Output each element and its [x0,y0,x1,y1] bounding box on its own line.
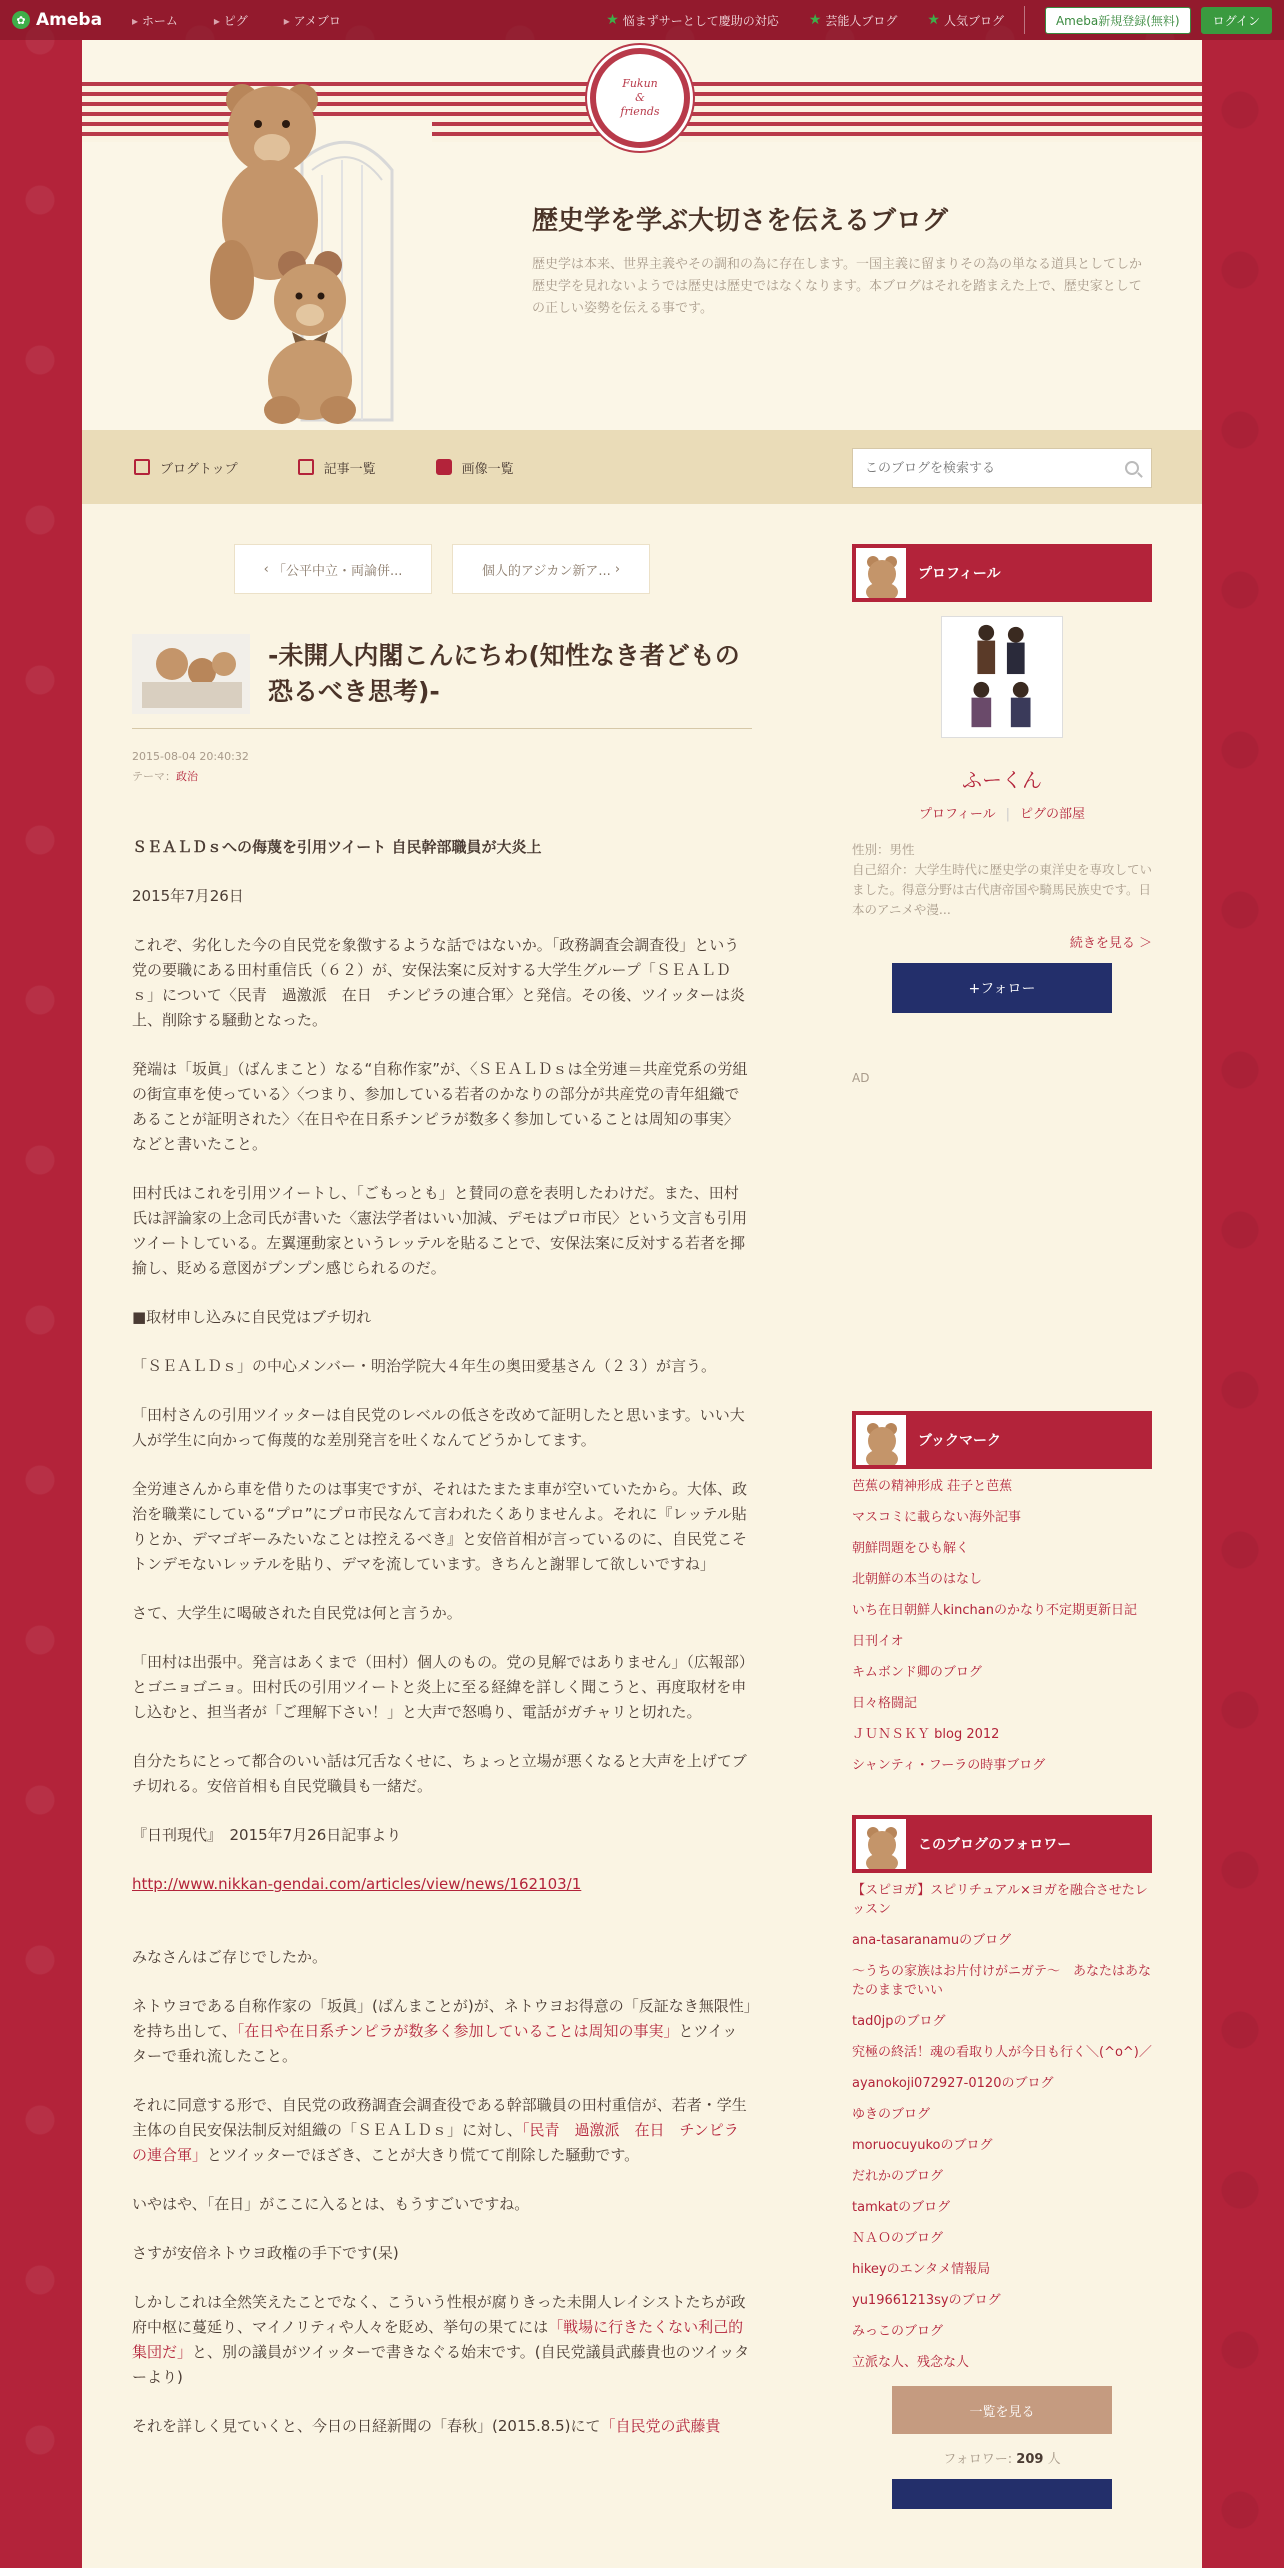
entry-paragraph: みなさんはご存じでしたか。 [132,1948,328,1966]
entry-paragraph: しかしこれは全然笑えたことでなく、こういう性根が腐りきった未開人レイシストたちが政府中枢に蔓延り、マイノリティや人々を貶め、挙句の果てには「戦場に行きたくない利己的集団だ」と、別の議員がツイッターで書きなぐる始末です。(自民党議員武藤貴也のツイッターより) [132,2293,750,2386]
search-icon[interactable] [1125,461,1139,475]
follower-item[interactable]: yu19661213syのブログ [852,2293,1001,2308]
entry-paragraph: 「田村さんの引用ツイッターは自民党のレベルの低さを改めて証明したと思います。いい大人が学生に向かって侮蔑的な差別発言を吐くなんてどうかしてます。 [132,1406,745,1449]
blog-search [852,448,1152,488]
bookmark-item[interactable]: 北朝鮮の本当のはなし [852,1572,983,1587]
entry-paragraph: ■取材申し込みに自民党はブチ切れ [132,1308,372,1326]
ameba-top-bar [0,0,1284,40]
profile-more-link[interactable]: 続きを見る ＞ [1069,936,1152,951]
profile-avatar[interactable] [941,616,1063,738]
bookmark-item[interactable]: シャンティ・フーラの時事ブログ [852,1758,1046,1773]
bookmark-list [852,1469,1152,1775]
chevron-left-icon: ‹ [263,561,273,577]
profile-name[interactable]: ふーくん [962,768,1042,792]
entry-body [132,835,752,2439]
top-link-home[interactable]: ▸ ホーム [132,12,178,29]
follow-button-bottom[interactable] [892,2479,1112,2509]
profile-section [852,544,1152,1371]
follower-item[interactable]: hikeyのエンタメ情報局 [852,2262,991,2277]
entry-theme-link[interactable]: 政治 [176,770,198,783]
nav-image-list[interactable]: 画像一覧 [436,458,514,477]
bookmark-item[interactable]: ＪＵＮＳＫＹ blog 2012 [852,1727,1000,1742]
entry-paragraph: ＳＥＡＬＤｓへの侮蔑を引用ツイート 自民幹部職員が大炎上 [132,838,542,856]
top-right-link-popular[interactable]: ★ 人気ブログ [927,12,1004,28]
profile-body [852,602,1152,1013]
profile-header: プロフィール [852,544,1152,602]
entry-date: 2015-08-04 20:40:32 [132,750,249,763]
entry-meta [132,747,752,787]
fukun-friends-emblem: Fukun & friends [590,48,690,148]
entry-thumbnail[interactable] [132,634,250,714]
entry-pager [132,544,752,594]
follower-item[interactable]: ayanokoji072927-0120のブログ [852,2076,1054,2091]
profile-intro: 自己紹介：大学生時代に歴史学の東洋史を専攻していました。得意分野は古代唐帝国や騎馬民族史です。日本のアニメや漫... [852,862,1153,917]
entry-paragraph: 自分たちにとって都合のいい話は冗舌なくせに、ちょっと立場が悪くなると大声を上げてブチ切れる。安倍首相も自民党職員も一緒だ。 [132,1752,747,1795]
top-link-ameblo[interactable]: ▸ アメブロ [284,12,341,29]
see-all-followers-button[interactable]: 一覧を見る [892,2386,1112,2434]
blog-search-input[interactable] [865,461,1125,476]
entry-paragraph: 2015年7月26日 [132,887,244,905]
entry-paragraph: ネトウヨである自称作家の「坂眞」(ばんまことが)が、ネトウヨお得意の「反証なき無限性」を持ち出して、「在日や在日系チンピラが数多く参加していることは周知の事実」とツイッターで垂れ流したこと。 [132,1997,752,2065]
bookmark-item[interactable]: 日々格闘記 [852,1696,918,1711]
follow-button[interactable]: +フォロー [892,963,1112,1013]
follower-item[interactable]: みっこのブログ [852,2324,944,2339]
follower-item[interactable]: tad0jpのブログ [852,2014,946,2029]
document-icon [134,459,150,475]
bear-avatar-icon [856,548,906,598]
ameba-logo-icon: ✿ [12,11,30,29]
top-links [132,12,341,29]
entry-theme: テーマ：政治 [132,770,198,783]
profile-link[interactable]: プロフィール [918,807,996,822]
profile-gender: 性別：男性 [852,842,915,857]
entry-paragraph: さすが安倍ネトウヨ政権の手下です(呆) [132,2244,399,2262]
follower-item[interactable]: ana-tasaranamuのブログ [852,1933,1012,1948]
star-icon: ★ [927,12,940,28]
entry-paragraph: 『日刊現代』 2015年7月26日記事より [132,1826,402,1844]
entry-paragraph: 「田村は出張中。発言はあくまで（田村）個人のもの。党の見解ではありません」（広報部）とゴニョゴニョ。田村氏の引用ツイートと炎上に至る経緯を詳しく聞こうと、再度取材を申し込むと、担当者が「ご理解下さい！」と大声で怒鳴り、電話がガチャリと切れた。 [132,1653,747,1721]
main-area [82,504,1202,2568]
blog-description: 歴史学は本来、世界主義やその調和の為に存在します。一国主義に留まりその為の単なる道具としてしか歴史学を見れないようでは歴史は歴史ではなくなります。本ブログはそれを踏まえた上で、歴史家としての正しい姿勢を伝える事です。 [532,257,1142,316]
follower-item[interactable]: だれかのブログ [852,2169,944,2184]
follower-item[interactable]: ～うちの家族はお片付けがニガテ～ あなたはあなたのままでいい [852,1964,1152,1998]
followers-list [852,1873,1152,2372]
follower-item[interactable]: 究極の終活！魂の看取り人が今日も行く＼(^o^)／ [852,2045,1152,2060]
chevron-right-icon: › [610,561,621,577]
follower-item[interactable]: ゆきのブログ [852,2107,931,2122]
login-button[interactable]: ログイン [1201,7,1272,34]
top-right [586,6,1272,34]
prev-entry-link[interactable]: ‹ 「公平中立・両論併... [234,544,432,594]
profile-info [852,840,1152,920]
bookmark-item[interactable]: 日刊イオ [852,1634,904,1649]
ad-label: AD [852,1071,870,1085]
teddy-bear-illustration [152,60,432,430]
register-button[interactable]: Ameba新規登録(無料) [1045,7,1191,34]
entry-header [132,634,752,729]
follower-item[interactable]: 立派な人、残念な人 [852,2355,970,2370]
top-link-pigg[interactable]: ▸ ピグ [214,12,248,29]
profile-links: プロフィール | ピグの部屋 [918,807,1086,822]
bookmark-section [852,1411,1152,1775]
source-article-link[interactable]: http://www.nikkan-gendai.com/articles/view/news/162103/1 [132,1875,582,1893]
star-icon: ★ [606,12,619,28]
copy-icon [298,459,314,475]
entry-paragraph: それに同意する形で、自民党の政務調査会調査役である幹部職員の田村重信が、若者・学生主体の自民安保法制反対組織の「ＳＥＡＬＤｓ」に対し、「民青 過激派 在日 チンピラの連合軍」とツイッターでほざき、ことが大きり慌てて削除した騒動です。 [132,2096,747,2164]
entry-paragraph: 田村氏はこれを引用ツイートし、「ごもっとも」と賛同の意を表明したわけだ。また、田村氏は評論家の上念司氏が書いた〈憲法学者はいい加減、デモはプロ市民〉という文言も引用ツイートしている。左翼運動家というレッテルを貼ることで、安保法案に反対する若者を揶揄し、貶める意図がプンプン感じられるのだ。 [132,1184,748,1277]
entry-paragraph: これぞ、劣化した今の自民党を象徴するような話ではないか。「政務調査会調査役」という党の要職にある田村重信氏（６２）が、安保法案に反対する大学生グループ「ＳＥＡＬＤｓ」について〈民青 過激派 在日 チンピラの連合軍〉と発信。その後、ツイッターは炎上、削除する騒動となった。 [132,936,745,1029]
blog-header [82,40,1202,430]
entry-paragraph: 全労連さんから車を借りたのは事実ですが、それはたまたま車が空いていたから。大体、政治を職業にしている“プロ”にプロ市民なんて言われたくありませんよ。それに『レッテル貼りとか、デマゴギーみたいなことは控えるべき』と安倍首相が言っているのに、自民党こそトンデモないレッテルを貼り、デマを流しています。きちんと謝罪して欲しいですね」 [132,1480,748,1573]
bear-avatar-icon [856,1415,906,1465]
top-right-link-1[interactable]: ★ 悩まずサーとして慶助の対応 [606,12,779,28]
bookmark-item[interactable]: キムボンド卿のブログ [852,1665,982,1680]
follower-item[interactable]: ＮＡＯのブログ [852,2231,944,2246]
blog-nav [82,430,1202,504]
bookmark-header: ブックマーク [852,1411,1152,1469]
bookmark-item[interactable]: 朝鮮問題をひも解く [852,1541,970,1556]
follower-item[interactable]: 【スピヨガ】スピリチュアル×ヨガを融合させたレッスン [852,1883,1148,1917]
nav-blog-top[interactable]: ブログトップ [134,458,238,477]
bookmark-item[interactable]: 芭蕉の精神形成 荘子と芭蕉 [852,1479,1013,1494]
blog-container [82,40,1202,2568]
entry-content [132,544,752,2463]
nav-entry-list[interactable]: 記事一覧 [298,458,376,477]
entry-paragraph: 「ＳＥＡＬＤｓ」の中心メンバー・明治学院大４年生の奥田愛基さん（２３）が言う。 [132,1357,716,1375]
camera-icon [436,459,452,475]
sidebar [852,544,1152,2549]
next-entry-link[interactable]: 個人的アジカン新ア... › [452,544,650,594]
pigg-room-link[interactable]: ピグの部屋 [1020,807,1086,822]
follower-count: フォロワー: 209 人 [943,2452,1061,2467]
bookmark-item[interactable]: いち在日朝鮮人kinchanのかなり不定期更新日記 [852,1603,1137,1618]
ameba-logo[interactable] [12,10,102,30]
entry-paragraph: それを詳しく見ていくと、今日の日経新聞の「春秋」(2015.8.5)にて「自民党の武藤貴 [132,2417,721,2435]
star-icon: ★ [808,12,822,28]
ameba-logo-text: Ameba [36,10,103,30]
followers-header: このブログのフォロワー [852,1815,1152,1873]
entry-paragraph: さて、大学生に喝破された自民党は何と言うか。 [132,1604,462,1622]
entry-paragraph: いやはや、「在日」がここに入るとは、もうすごいですね。 [132,2195,530,2213]
followers-section [852,1815,1152,2509]
follower-item[interactable]: moruocuyukoのブログ [852,2138,993,2153]
entry-paragraph: 発端は「坂眞」（ばんまこと）なる“自称作家”が、〈ＳＥＡＬＤｓは全労連＝共産党系の労組の街宣車を使っている〉〈つまり、参加している若者のかなりの部分が共産党の青年組織であることが証明された〉〈在日や在日系チンピラが数多く参加していることは周知の事実〉などと書いたこと。 [132,1060,748,1153]
divider [1024,6,1025,34]
top-right-link-celebrity[interactable]: ★ 芸能人ブログ [808,12,898,28]
entry-title[interactable]: -未開人内閣こんにちわ(知性なき者どもの恐るべき思考)- [268,641,740,706]
follower-item[interactable]: tamkatのブログ [852,2200,951,2215]
bear-avatar-icon [856,1819,906,1869]
bookmark-item[interactable]: マスコミに載らない海外記事 [852,1510,1022,1525]
blog-title[interactable]: 歴史学を学ぶ大切さを伝えるブログ [532,206,949,236]
